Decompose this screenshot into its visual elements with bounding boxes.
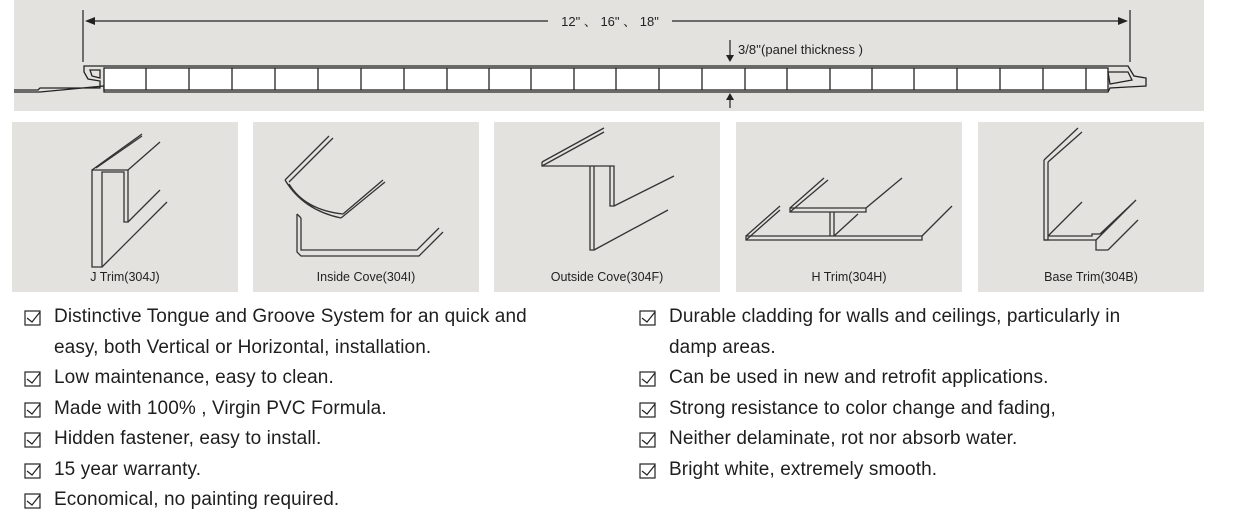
feature-text: 15 year warranty. <box>54 458 202 480</box>
trim-card-outside-cove <box>494 122 720 292</box>
feature-text: Distinctive Tongue and Groove System for an quick and <box>54 306 527 327</box>
panel-profile-svg <box>0 0 1241 112</box>
feature-item <box>24 485 624 516</box>
feature-text: Bright white, extremely smooth. <box>669 458 938 480</box>
h-trim-icon <box>736 122 962 272</box>
outside-cove-icon <box>494 122 720 272</box>
feature-item <box>24 394 624 425</box>
trim-label-j: J Trim(304J) <box>90 270 160 284</box>
arrow-left-icon <box>85 17 95 25</box>
feature-text: Durable cladding for walls and ceilings, particularly in <box>669 306 1121 327</box>
trim-label-outside-cove: Outside Cove(304F) <box>550 270 664 284</box>
feature-text: Economical, no painting required. <box>54 489 340 510</box>
feature-text: Hidden fastener, easy to install. <box>54 428 322 449</box>
feature-item <box>24 363 624 394</box>
panel-width-label: 12" 、 16" 、 18" <box>561 14 659 29</box>
trim-card-j <box>12 122 238 292</box>
checkbox-checked-icon <box>639 462 657 480</box>
checkbox-checked-icon <box>24 370 42 388</box>
feature-text: Strong resistance to color change and fading, <box>669 397 1056 419</box>
feature-text: Made with 100% , Virgin PVC Formula. <box>54 397 387 419</box>
features-left <box>24 302 624 516</box>
inside-cove-icon <box>253 122 479 272</box>
j-trim-icon <box>12 122 238 272</box>
checkbox-checked-icon <box>24 401 42 419</box>
feature-text-cont: damp areas. <box>669 336 776 358</box>
checkbox-checked-icon <box>24 492 42 510</box>
arrow-down-icon <box>726 55 734 62</box>
feature-item <box>639 424 1239 455</box>
trim-label-base: Base Trim(304B) <box>1044 270 1138 284</box>
checkbox-checked-icon <box>639 401 657 419</box>
feature-text: Low maintenance, easy to clean. <box>54 367 334 388</box>
feature-item <box>24 424 624 455</box>
feature-text: Neither delaminate, rot nor absorb water. <box>669 428 1018 449</box>
feature-item <box>639 302 1239 363</box>
arrow-up-icon <box>726 93 734 100</box>
trim-card-h <box>736 122 962 292</box>
feature-item <box>639 394 1239 425</box>
checkbox-checked-icon <box>24 309 42 327</box>
trim-card-inside-cove <box>253 122 479 292</box>
feature-text: Can be used in new and retrofit applications. <box>669 367 1049 388</box>
panel-body <box>14 66 1146 92</box>
checkbox-checked-icon <box>639 370 657 388</box>
trim-label-h: H Trim(304H) <box>811 270 887 284</box>
base-trim-icon <box>978 122 1204 272</box>
panel-thickness-label: 3/8''(panel thickness ) <box>738 42 863 57</box>
feature-item <box>639 455 1239 486</box>
checkbox-checked-icon <box>24 431 42 449</box>
features-right <box>639 302 1239 485</box>
arrow-right-icon <box>1118 17 1128 25</box>
checkbox-checked-icon <box>24 462 42 480</box>
trim-card-base <box>978 122 1204 292</box>
trim-label-inside-cove: Inside Cove(304I) <box>316 270 416 284</box>
feature-item <box>639 363 1239 394</box>
checkbox-checked-icon <box>639 431 657 449</box>
feature-text-cont: easy, both Vertical or Horizontal, installation. <box>54 336 432 358</box>
feature-item <box>24 302 624 363</box>
checkbox-checked-icon <box>639 309 657 327</box>
feature-item <box>24 455 624 486</box>
